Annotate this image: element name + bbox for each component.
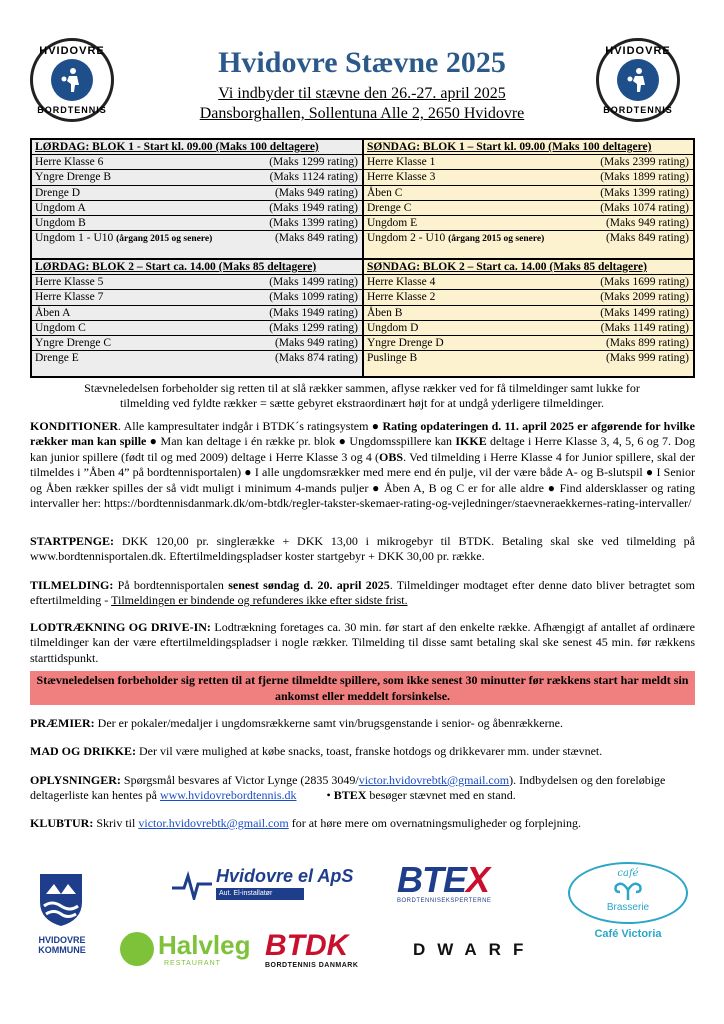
text-bold: senest søndag d. 20. april 2025 bbox=[228, 578, 390, 592]
class-row bbox=[32, 216, 362, 231]
website-link[interactable]: www.hvidovrebordtennis.dk bbox=[159, 788, 297, 803]
class-name: Drenge E bbox=[35, 352, 79, 365]
class-name: Ungdom D bbox=[367, 321, 419, 334]
class-name: Åben C bbox=[367, 186, 403, 199]
venue-line bbox=[130, 105, 594, 123]
class-rating: (Maks 999 rating) bbox=[605, 352, 689, 365]
halvleg-name: Halvleg bbox=[158, 930, 251, 960]
section-label: TILMELDING: bbox=[30, 578, 114, 592]
class-row bbox=[32, 186, 362, 201]
cafe-t3: Café Victoria bbox=[594, 928, 662, 940]
class-name: Drenge D bbox=[35, 186, 81, 199]
class-name: Ungdom 2 - U10 bbox=[367, 232, 446, 245]
hvidovre-kommune-text bbox=[30, 935, 94, 955]
class-rating: (Maks 949 rating) bbox=[274, 186, 358, 199]
class-rating: (Maks 1399 rating) bbox=[269, 217, 358, 230]
text: besøger stævnet med en stand. bbox=[366, 788, 516, 803]
class-rating: (Maks 849 rating) bbox=[274, 232, 358, 245]
hvidovre-bordtennis-logo-left bbox=[30, 38, 114, 122]
hvidovre-bordtennis-logo-right bbox=[596, 38, 680, 122]
class-row bbox=[364, 321, 693, 336]
class-row bbox=[32, 351, 362, 366]
class-row bbox=[32, 321, 362, 336]
class-note: (årgang 2015 og senere) bbox=[448, 234, 545, 245]
class-row bbox=[32, 336, 362, 351]
text-bold: Rating opdateringen d. 11. april 2025 er afgørende for hvilke rækker man kan spille bbox=[30, 419, 695, 449]
section-label: KONDITIONER bbox=[30, 419, 119, 433]
class-name: Herre Klasse 3 bbox=[367, 171, 436, 184]
btex-part-b: X bbox=[466, 859, 490, 900]
text: DKK 120,00 pr. singlerække + DKK 13,00 i mikrogebyr til BTDK. Betaling skal ske ved tilmelding på www.bordtennisportalen.dk. Eftertilmeldingspladser koster startgebyr + DKK 30,00 pr. række. bbox=[30, 534, 695, 564]
class-name: Yngre Drenge C bbox=[35, 337, 112, 350]
table-tennis-player-icon bbox=[61, 67, 83, 93]
lightning-icon bbox=[170, 870, 214, 900]
class-row bbox=[32, 231, 362, 246]
dwarf-logo: DWARF bbox=[413, 940, 536, 959]
class-rating: (Maks 2399 rating) bbox=[600, 156, 689, 168]
hvel-sub: Aut. El-installatør bbox=[216, 888, 304, 900]
cafe-victoria-logo bbox=[568, 862, 688, 942]
btdk-logo bbox=[265, 930, 385, 969]
logo-text-bottom: BORDTENNIS bbox=[37, 105, 107, 115]
class-rating: (Maks 1299 rating) bbox=[269, 321, 358, 334]
schedule-grid bbox=[30, 138, 695, 378]
section-label: KLUBTUR: bbox=[30, 816, 94, 830]
text: . Ved tilmelding i Herre Klasse 4 for Junior spillere, skal der tilmeldes i ”Åben 4” på bordtennisportalen) ● I alle ungdomsrækker med mere end én pulje, vil der være både A- og B-slutspil ● I Senior og Åben rækker spilles der så vidt muligt i minimum 4-mands puljer ● Åben A, B og C er for alle aldre ● Find aldersklasser og rating intervaller her: https://bordtennisdanmark.dk/om-btdk/regler-takster-skemaer-rating-og-vejledninger/staevneraekkernes-rating-intervaller/ bbox=[30, 449, 695, 511]
class-row bbox=[364, 306, 693, 321]
btex-logo bbox=[397, 859, 497, 904]
class-row bbox=[364, 186, 693, 201]
class-name: Herre Klasse 7 bbox=[35, 291, 104, 304]
class-row bbox=[364, 336, 693, 351]
email-link[interactable]: victor.hvidovrebtk@gmail.com bbox=[358, 773, 510, 787]
class-name: Åben B bbox=[367, 306, 403, 319]
invite-line bbox=[130, 85, 594, 103]
btdk-wordmark: BTDK bbox=[265, 929, 349, 962]
sunday-block-2 bbox=[363, 259, 694, 377]
cafe-t2: Brasserie bbox=[606, 902, 650, 913]
class-name: Puslinge B bbox=[367, 352, 418, 365]
text: ). Indbydelsen og den foreløbige deltagerliste kan hentes på bbox=[30, 773, 666, 803]
class-name: Ungdom E bbox=[367, 217, 418, 230]
logo-emblem bbox=[617, 59, 659, 101]
class-row bbox=[32, 275, 362, 290]
ram-horns-icon bbox=[612, 880, 644, 902]
saturday-block-2 bbox=[31, 259, 363, 377]
class-row bbox=[32, 201, 362, 216]
class-row bbox=[364, 351, 693, 366]
class-rating: (Maks 1499 rating) bbox=[600, 306, 689, 319]
btex-wordmark bbox=[397, 859, 497, 900]
class-row bbox=[364, 290, 693, 305]
cafe-t1: café bbox=[617, 868, 639, 879]
class-rating: (Maks 1499 rating) bbox=[269, 276, 358, 288]
btex-part-a: BTE bbox=[397, 859, 466, 900]
logo-text-top: HVIDOVRE bbox=[39, 45, 105, 57]
class-name: Ungdom 1 - U10 bbox=[35, 232, 114, 245]
text: Spørgsmål besvares af Victor Lynge (2835 3049/ bbox=[120, 773, 359, 787]
invite-text: Vi indbyder til stævne den 26.-27. april 2025 bbox=[218, 85, 506, 102]
class-rating: (Maks 2099 rating) bbox=[600, 291, 689, 304]
text: Lodtrækning foretages ca. 30 min. før start af den enkelte række. Afhængigt af antallet af ordinære tilmeldinger kan der være eftertilmeldingspladser i nogle rækker. Tilmelding til disse samt betaling skal ske senest 45 min. før rækkens starttidspunkt. bbox=[30, 620, 695, 665]
hvidovre-el-logo bbox=[170, 866, 354, 908]
class-row bbox=[364, 275, 693, 290]
btex-sub: BORDTENNISEKSPERTERNE bbox=[397, 898, 492, 904]
text: deltage i Herre Klasse 3, 4, 5, 6 og 7. Dog kan junior spillere (født til og med 2009) deltage i Herre Klasse 3 og 4 ( bbox=[30, 434, 696, 464]
class-rating: (Maks 1699 rating) bbox=[600, 276, 689, 288]
class-name: Yngre Drenge B bbox=[35, 171, 112, 184]
class-rating: (Maks 1949 rating) bbox=[269, 306, 358, 319]
class-rating: (Maks 949 rating) bbox=[274, 337, 358, 350]
block-heading: SØNDAG: BLOK 1 – Start kl. 09.00 (Maks 100 deltagere) bbox=[364, 140, 693, 155]
email-link[interactable]: victor.hvidovrebtk@gmail.com bbox=[138, 816, 289, 830]
class-row bbox=[364, 201, 693, 216]
text: . Alle kampresultater indgår i BTDK´s ratingsystem ● bbox=[118, 419, 383, 433]
class-rating: (Maks 1149 rating) bbox=[600, 321, 689, 334]
page-title: Hvidovre Stævne 2025 bbox=[218, 46, 506, 79]
class-row bbox=[32, 306, 362, 321]
class-name: Herre Klasse 2 bbox=[367, 291, 436, 304]
class-row bbox=[364, 155, 693, 170]
btdk-sub: BORDTENNIS DANMARK bbox=[265, 962, 359, 969]
text: Der er pokaler/medaljer i ungdomsrækkerne samt vin/brugsgenstande i senior- og åbenrækkerne. bbox=[94, 716, 563, 730]
class-row bbox=[32, 170, 362, 185]
text: . Tilmeldinger modtaget efter denne dato bliver betragtet som eftertilmelding - bbox=[30, 578, 695, 608]
class-name: Herre Klasse 6 bbox=[35, 156, 104, 168]
text-bold: IKKE bbox=[455, 434, 487, 449]
halvleg-logo bbox=[120, 932, 250, 976]
class-rating: (Maks 849 rating) bbox=[605, 232, 689, 245]
class-note: (årgang 2015 og senere) bbox=[116, 234, 213, 245]
lodtraekning-section bbox=[30, 620, 695, 666]
oplysninger-section bbox=[30, 773, 695, 804]
table-tennis-player-icon bbox=[627, 67, 649, 93]
class-name: Herre Klasse 1 bbox=[367, 156, 436, 168]
class-row bbox=[364, 216, 693, 231]
text: Der vil være mulighed at købe snacks, toast, franske hotdogs og drikkevarer mm. under stævnet. bbox=[136, 744, 603, 758]
logo-text-bottom: BORDTENNIS bbox=[603, 105, 673, 115]
tilmelding-section bbox=[30, 578, 695, 609]
text-underlined: Tilmeldingen er bindende og refunderes ikke efter sidste frist. bbox=[111, 593, 408, 608]
section-label: MAD OG DRIKKE: bbox=[30, 744, 136, 758]
organizer-note: Stævneledelsen forbeholder sig retten til at slå rækker sammen, aflyse rækker ved for få tilmeldinger samt lukke for tilmelding ved fyldte rækker = sætte gebyret ekstraordinært højt for at undgå yderligere tilmeldinger. bbox=[84, 381, 640, 410]
class-row bbox=[32, 155, 362, 170]
text: for at høre mere om overnatningsmuligheder og forplejning. bbox=[288, 816, 581, 830]
logo-text-top: HVIDOVRE bbox=[605, 45, 671, 57]
section-label: OPLYSNINGER: bbox=[30, 773, 121, 787]
warning-banner: Stævneledelsen forbeholder sig retten til at fjerne tilmeldte spillere, som ikke senest 30 minutter før rækkens start har meldt sin ankomst eller meddelt forsinkelse. bbox=[30, 671, 695, 705]
text: På bordtennisportalen bbox=[113, 578, 229, 592]
class-rating: (Maks 1074 rating) bbox=[600, 201, 689, 214]
class-rating: (Maks 1399 rating) bbox=[600, 186, 689, 199]
hvel-name: Hvidovre el ApS bbox=[216, 866, 354, 886]
class-name: Ungdom A bbox=[35, 201, 86, 214]
saturday-block-1 bbox=[31, 139, 363, 259]
hk-line-1: HVIDOVRE bbox=[38, 935, 86, 945]
class-row bbox=[32, 290, 362, 305]
class-name: Ungdom B bbox=[35, 217, 86, 230]
hk-line-2: KOMMUNE bbox=[38, 945, 86, 955]
class-rating: (Maks 1949 rating) bbox=[269, 201, 358, 214]
klubtur-section bbox=[30, 816, 695, 831]
logo-emblem bbox=[51, 59, 93, 101]
class-rating: (Maks 1099 rating) bbox=[269, 291, 358, 304]
class-name: Drenge C bbox=[367, 201, 412, 214]
halvleg-sub: RESTAURANT bbox=[164, 960, 221, 967]
class-rating: (Maks 899 rating) bbox=[605, 337, 689, 350]
class-rating: (Maks 1899 rating) bbox=[600, 171, 689, 184]
class-name: Herre Klasse 4 bbox=[367, 276, 436, 288]
class-rating: (Maks 1124 rating) bbox=[269, 171, 358, 184]
konditioner-section bbox=[30, 419, 695, 511]
class-name: Herre Klasse 5 bbox=[35, 276, 104, 288]
text: Skriv til bbox=[93, 816, 139, 830]
halvleg-ball-icon bbox=[120, 932, 154, 966]
block-heading: LØRDAG: BLOK 1 - Start kl. 09.00 (Maks 100 deltagere) bbox=[32, 140, 362, 155]
text: • bbox=[296, 788, 334, 803]
sunday-block-1 bbox=[363, 139, 694, 259]
praemier-section bbox=[30, 716, 695, 731]
class-rating: (Maks 874 rating) bbox=[274, 352, 358, 365]
class-name: Åben A bbox=[35, 306, 71, 319]
section-label: STARTPENGE: bbox=[30, 534, 115, 548]
class-rating: (Maks 949 rating) bbox=[605, 217, 689, 230]
section-label: PRÆMIER: bbox=[30, 716, 95, 730]
mad-section bbox=[30, 744, 695, 759]
class-row bbox=[364, 170, 693, 185]
class-name: Yngre Drenge D bbox=[367, 337, 444, 350]
class-rating: (Maks 1299 rating) bbox=[269, 156, 358, 168]
class-row bbox=[364, 231, 693, 246]
text: ● Man kan deltage i én række pr. blok ● Ungdomsspillere kan bbox=[146, 434, 456, 449]
hvidovre-kommune-shield-icon bbox=[38, 872, 84, 928]
text-bold: BTEX bbox=[333, 788, 367, 803]
venue-text: Dansborghallen, Sollentuna Alle 2, 2650 Hvidovre bbox=[199, 105, 525, 122]
text-bold: OBS bbox=[379, 449, 404, 464]
startpenge-section bbox=[30, 534, 695, 565]
block-heading: LØRDAG: BLOK 2 – Start ca. 14.00 (Maks 85 deltagere) bbox=[32, 260, 362, 275]
block-heading: SØNDAG: BLOK 2 – Start ca. 14.00 (Maks 85 deltagere) bbox=[364, 260, 693, 275]
section-label: LODTRÆKNING OG DRIVE-IN: bbox=[30, 620, 211, 634]
class-name: Ungdom C bbox=[35, 321, 86, 334]
